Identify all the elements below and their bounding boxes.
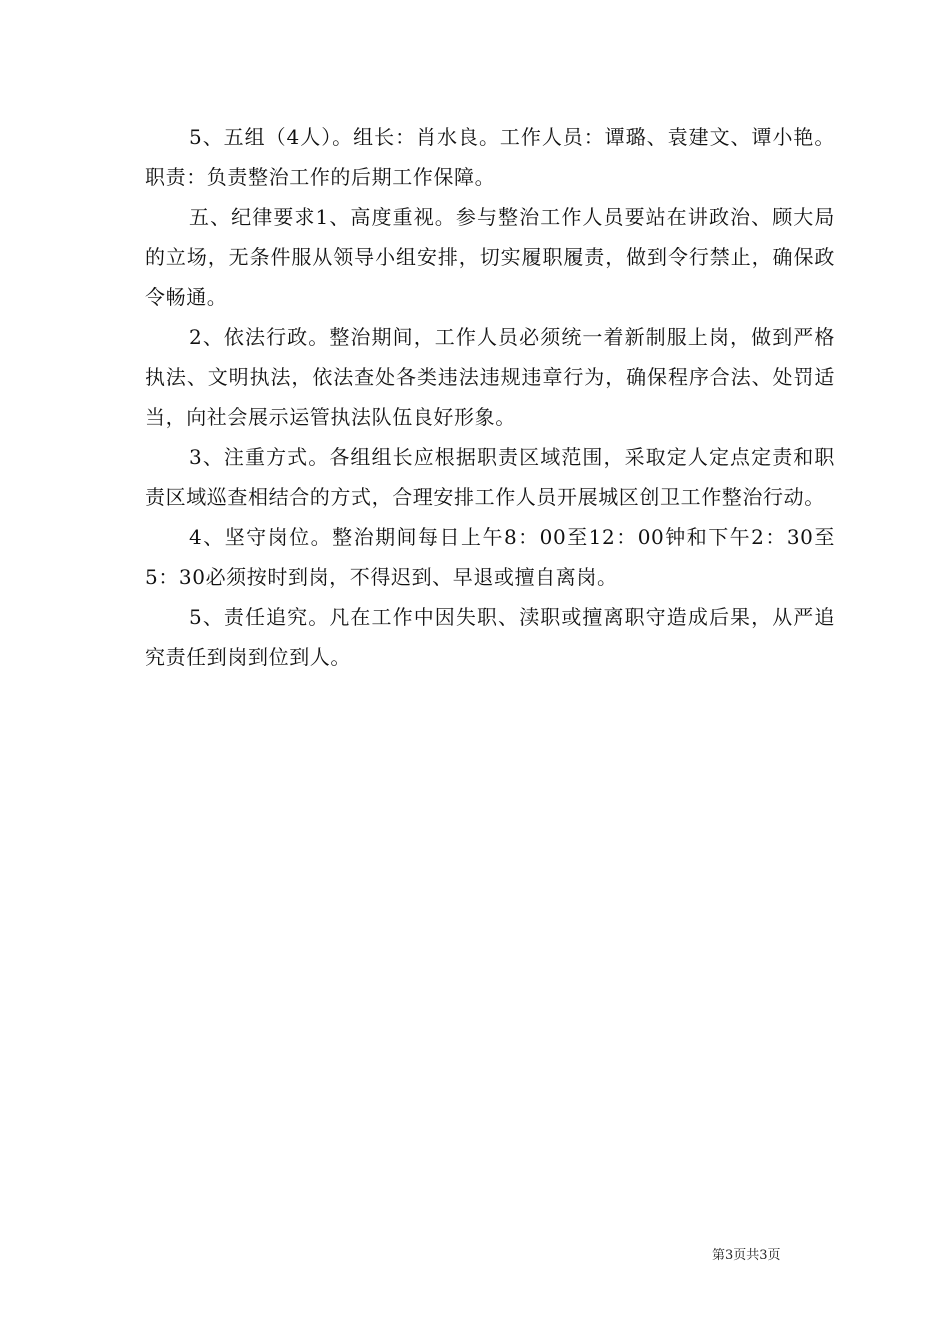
paragraph-discipline-attention: 五、纪律要求1、高度重视。参与整治工作人员要站在讲政治、顾大局的立场，无条件服从领导小组安排，切实履职履责，做到令行禁止，确保政令畅通。 (145, 205, 835, 309)
paragraph-method: 3、注重方式。各组组长应根据职责区域范围，采取定人定点定责和职责区域巡查相结合的方式，合理安排工作人员开展城区创卫工作整治行动。 (145, 445, 835, 509)
page-number: 第3页共3页 (712, 1248, 781, 1263)
paragraph-lawful-administration: 2、依法行政。整治期间，工作人员必须统一着新制服上岗，做到严格执法、文明执法，依法查处各类违法违规违章行为，确保程序合法、处罚适当，向社会展示运管执法队伍良好形象。 (145, 325, 835, 429)
paragraph-accountability: 5、责任追究。凡在工作中因失职、渎职或擅离职守造成后果，从严追究责任到岗到位到人。 (145, 605, 835, 669)
paragraph-group-five: 5、五组（4人）。组长：肖水良。工作人员：谭璐、袁建文、谭小艳。职责：负责整治工作的后期工作保障。 (145, 125, 835, 189)
document-body (145, 117, 835, 677)
paragraph-stay-at-post: 4、坚守岗位。整治期间每日上午8：00至12：00钟和下午2：30至5：30必须按时到岗，不得迟到、早退或擅自离岗。 (145, 525, 835, 589)
